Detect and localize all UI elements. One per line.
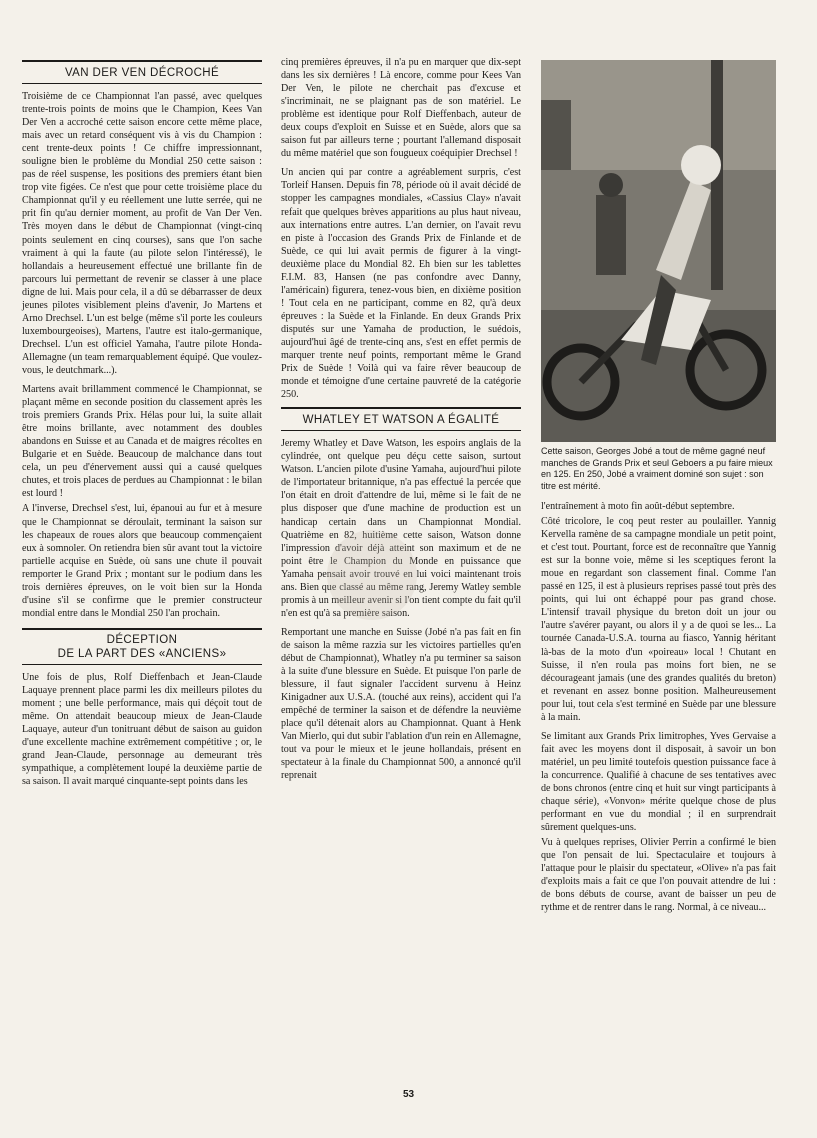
section-heading-deception	[22, 628, 262, 665]
heading-line: DÉCEPTION	[106, 633, 178, 646]
section-heading-whatley-watson: WHATLEY ET WATSON A ÉGALITÉ	[281, 407, 521, 431]
paragraph: Jeremy Whatley et Dave Watson, les espoirs anglais de la cylindrée, ont quelque peu déçu cette saison, surtout Watson. L'ancien pilote d'usine Yamaha, aujourd'hui pilote de l'importateur britannique, n'a pas effectué la percée que l'on était en droit d'attendre de lui, même si le fait de ne plus disposer que d'une machine de production est un handicap certain dans un Championnat Mondial. Quatrième en 82, huitième cette saison, Watson donne l'impression d'avoir déjà atteint son maximum et de ne point être le Champion du Monde en puissance que Yamaha pensait avoir trouvé en lui voici maintenant trois ans. Bien que classé au même rang, Jeremy Watley semble promis à un meilleur avenir si l'on tient compte du fait qu'il n'en est qu'à sa première saison.	[281, 438, 521, 619]
column-left	[22, 0, 262, 794]
paragraph: Remportant une manche en Suisse (Jobé n'a pas fait en fin de saison la même razzia sur les victoires partielles qu'en début de Championnat), Whatley n'a pu terminer sa saison à la suite d'une blessure en Suède. Et puisque l'on parle de blessure, il faut signaler l'accident survenu à Heinz Kinigadner aux U.S.A. (touché aux reins), accident qui l'a empêché de terminer la saison et de défendre la neuvième place qu'il détenait alors au Championnat. Quant à Henk Van Mierlo, qui dut subir l'ablation d'un rein en Allemagne, tout va pour le mieux et le jeune hollandais, présent en spectateur à la finale du Championnat 500, a annoncé qu'il reprenait	[281, 626, 521, 782]
paragraph: Une fois de plus, Rolf Dieffenbach et Jean-Claude Laquaye prennent place parmi les dix meilleurs pilotes du moment ; une belle performance, mais qui déçoit tout de même. On attendait beaucoup mieux de Jean-Claude Laquaye, auteur d'un tonitruant début de saison au guidon d'une excellente machine extrêmement compétitive ; or, le grand Jean-Claude, personnage au demeurant très sympathique, a complètement loupé la deuxième partie de sa saison. Il avait marqué cinquante-sept points dans les	[22, 671, 262, 788]
section-heading-van-der-ven: VAN DER VEN DÉCROCHÉ	[22, 60, 262, 84]
paragraph: Se limitant aux Grands Prix limitrophes, Yves Gervaise a fait avec les moyens dont il disposait, à savoir un bon matériel, un peu limité toutefois question puissance face à la concurrence. Qualifié à chacune de ses tentatives avec de bons chronos (entre cinq et huit sur vingt participants à chaque série), «Vonvon» mérite quelque chose de plus performant en vue du mondial ; il en surprendrait sûrement quelques-uns.	[541, 730, 776, 834]
stamp-watermark	[327, 530, 417, 620]
paragraph: Côté tricolore, le coq peut rester au poulailler. Yannig Kervella ramène de sa campagne mondiale un petit point, et c'est tout. Pourtant, force est de reconnaître que Yannig est sur la bonne voie, même si les sceptiques feront la moue en regardant son classement final. Comme l'an passé en 125, il est à plusieurs reprises passé tout près des points, qui lui ont échappé pour pas grand chose. L'intensif travail physique du breton doit un jour ou l'autre s'avérer payant, ou alors il y a de quoi se les... La tournée Canada-U.S.A. tourna au fiasco, Yannig héritant là-bas de la moto d'un «poireau» local ! Chutant en Suisse, il n'en roula pas moins fort bien, ne se décourageant jamais (une des grandes qualités du breton) et revenant en assez bonne position. Malheureusement pour lui, tout cela s'est terminé en Suède par une blessure à la main.	[541, 516, 776, 723]
paragraph: Un ancien qui par contre a agréablement surpris, c'est Torleif Hansen. Depuis fin 78, période où il avait décidé de stopper les campagnes mondiales, «Cassius Clay» n'avait refait que quelques brèves apparitions au plus haut niveau, aux internations entre autres. L'an dernier, on l'avait revu en piste à l'occasion des Grands Prix de Finlande et de Suède, ce qui lui avait permis de figurer à la vingt-deuxième place du Mondial 82. Eh bien sur les tablettes F.I.M. 83, Hansen (ne pas confondre avec Danny, l'américain) figurera, tenez-vous bien, en dixième position ! Tout cela en ne participant, comme en 82, qu'à deux épreuves : la Suède et la Finlande. En deux Grands Prix disputés sur une Yamaha de production, le suédois, aujourd'hui âgé de trente-cinq ans, s'est en effet permis de marquer trente neuf points, remportant même le Grand Prix de Suède ! Voilà qui va faire rêver beaucoup de monde et témoigne d'une certaine pauvreté de la catégorie 250.	[281, 167, 521, 401]
paragraph: Vu à quelques reprises, Olivier Perrin a confirmé le bien que l'on pensait de lui. Spectaculaire et toujours à l'attaque pour le plaisir du spectateur, «Olive» n'a pas fait d'exploits mais a fait ce que l'on pouvait attendre de lui : de bons débuts de course, avant de baisser un peu de rythme et de rentrer dans le rang. Normal, à ce niveau...	[541, 837, 776, 914]
heading-line: DE LA PART DES «ANCIENS»	[57, 647, 227, 660]
paragraph: Troisième de ce Championnat l'an passé, avec quelques trente-trois points de moins que le Champion, Kees Van Der Ven a accroché cette saison encore cette même place, mais avec un retard conséquent vis à vis du Champion : cent trente-deux points ! Ce chiffre impressionnant, souligne bien le problème du Mondial 250 cette saison : pas de réel suspense, les positions des premiers étant bien trop vite figées. Ce n'est que pour cette troisième place du Championnat qu'il y eu réellement une lutte serrée, qui ne prit fin qu'au dernier moment, au profit de Van Der Ven. Très moyen dans le début de Championnat (vingt-cinq points seulement en cinq courses), sans que l'on sache vraiment à qui la faute (au pilote selon l'intéressé), le hollandais a heureusement effectué une brillante fin de parcours lui permettant de revenir se classer à une place digne de lui. Mais pour cela, il a dû se débarrasser de deux jeunes pilotes visiblement pleins d'avenir, Jo Martens et Arno Drechsel. L'un est belge (même s'il porte les couleurs luxembourgeoises), Martens, l'autre est italo-germanique, Drechsel. L'un est officiel Yamaha, l'autre pilote Honda-Allemagne (un team remarquablement équipé. Que voulez-vous, le deutchmark...).	[22, 91, 262, 376]
paragraph: Martens avait brillamment commencé le Championnat, se plaçant même en seconde position du classement après les trois premiers Grands Prix. Hélas pour lui, la suite allait être moins brillante, avec notamment des doubles abandons en Suisse et au Canada et de maigres récoltes en Bulgarie et en Suède. Beaucoup de malchance dans tout cela, un peu d'énervement aussi qui a causé quelques chutes, et trois places de perdues au Championnat : le bilan est lourd !	[22, 384, 262, 500]
photo-caption: Cette saison, Georges Jobé a tout de même gagné neuf manches de Grands Prix et seul Geboers a pu faire mieux en 125. En 250, Jobé a vraiment dominé son sujet : son titre est mérité.	[541, 446, 773, 491]
page-number: 53	[402, 1089, 415, 1100]
paragraph: A l'inverse, Drechsel s'est, lui, épanoui au fur et à mesure que le Championnat se déroulait, terminant la saison sur les chapeaux de roues alors que beaucoup commençaient eux à somnoler. On retiendra bien sûr avant tout la victoire partielle acquise en Suède, où sans une chute il pouvait remporter le Grand Prix ; montant sur le podium dans les trois dernières épreuves, on le voit bien sur la Honda d'usine s'il se confirme que le premier constructeur mondial entre dans le Mondial 250 l'an prochain.	[22, 503, 262, 619]
paragraph: cinq premières épreuves, il n'a pu en marquer que dix-sept dans les six dernières ! Là encore, comme pour Kees Van Der Ven, le pilote ne cherchait pas d'excuse et s'incriminait, ne se plaignant pas de son matériel. Le problème est identique pour Rolf Dieffenbach, auteur de deux coups d'exploit en Suisse et en Suède, alors que sa saison fut par ailleurs terne ; pourtant l'allemand disposait du même matériel que son fougueux coéquipier Drechsel !	[281, 57, 521, 160]
paragraph: l'entraînement à moto fin août-début septembre.	[541, 501, 735, 512]
column-right	[541, 0, 776, 920]
column-middle	[281, 0, 521, 788]
